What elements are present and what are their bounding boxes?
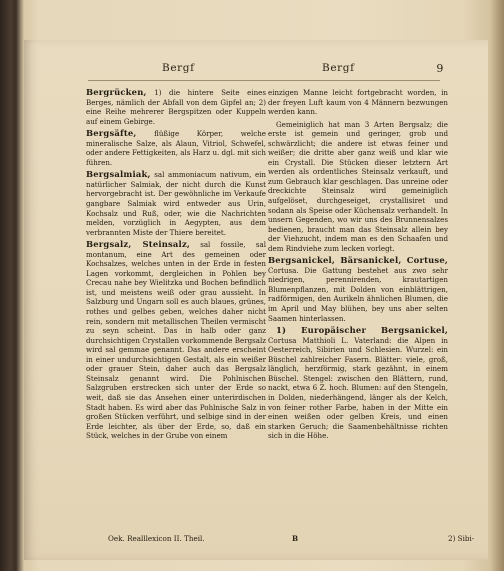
left-column bbox=[86, 88, 266, 444]
entry bbox=[268, 326, 448, 441]
entry-text: Cortusa. Die Gattung bestehet aus zwo sehr niedrigen, perennirenden, krautartigen Blumenpflanzen, mit Dolden von einblättrigen, radförmigen, den Aurikeln ähnlichen Blumen, die im April und May blühen, bey uns aber selten Saamen hinterlassen. bbox=[268, 265, 448, 323]
entry-text: flüßige Körper, welche mineralische Salze, als Alaun, Vitriol, Schwefel, oder andere Fettigkeiten, als Harz u. dgl. mit sich führen. bbox=[86, 129, 266, 167]
entry bbox=[86, 88, 266, 126]
entry-text: sal fossile, sal montanum, eine Art des gemeinen oder Kochsalzes, welches unten in der Erde in festen Lagen vorkommt, dergleichen in Pohlen bey Crecau nahe bey Wielitzka und Bochen befindlich ist, und meistens weiß oder grau aussieht. In Salzburg und Ungarn soll es auch blaues, grünes, rothes und gelbes geben, welches daher nicht rein, sondern mit metallischen Theilen vermischt zu seyn scheint. Das in halb oder ganz durchsichtigen Crystallen vorkommende Bergsalz wird sal gemmae genannt. Das andere erscheint in einer undurchsichtigen Gestalt, als ein weißer oder grauer Stein, daher auch das Bergsalz Steinsalz genannt wird. Die Pohlnischen Salzgruben erstrecken sich unter der Erde so weit, daß sie das Ansehen einer unterirdischen Stadt haben. Es wird aber das Pohlnische Salz in großen Stücken verführt, und selbige sind in der Erde leichter, als über der Erde, so, daß ein Stück, welches in der Grube von einem bbox=[86, 240, 266, 441]
entry-text: Gemeiniglich hat man 3 Arten Bergsalz; die erste ist gemein und geringer, grob und schwärzlicht; die andere ist etwas feiner und weißer; die dritte aber ganz weiß und klar wie ein Crystall. Die Stücken dieser letztern Art werden als ordentliches Steinsalz verkauft, und zum Gebrauch klar geschlagen. Das unreine oder dreckichte Steinsalz wird gemeiniglich aufgelöset, durchgeseiget, crystallisiret und sodann als Speise oder Küchensalz verhandelt. In unsern Gegenden, wo wir uns des Brunnensalzes bedienen, braucht man das Steinsalz allein bey der Viehzucht, indem man es den Schaafen und dem Rindviehe zum lecken vorlegt. bbox=[268, 119, 448, 253]
entry bbox=[268, 256, 448, 323]
entry-headword: Bergsalmiak, bbox=[86, 169, 151, 180]
entry-headword: Bergsanickel, Bärsanickel, Cortuse, bbox=[268, 255, 448, 266]
running-header bbox=[24, 62, 488, 78]
header-right: Bergf bbox=[322, 62, 355, 74]
entry bbox=[86, 129, 266, 167]
page-number: 9 bbox=[436, 62, 444, 75]
signature-mark: B bbox=[292, 534, 299, 543]
entry bbox=[268, 120, 448, 254]
entry-headword: 1) Europäischer Bergsanickel, bbox=[276, 325, 448, 336]
entry-headword: Bergrücken, bbox=[86, 87, 147, 97]
entry bbox=[86, 170, 266, 237]
entry-text: Cortusa Matthioli L. Vaterland: die Alpen in Oesterreich, Sibirien und Schlesien. Wurzel: ein Büschel zahlreicher Fasern. Blätter: viele, groß, länglich, herzförmig, stark gezähnt, in einem Büschel. Stengel: zwischen den Blättern, rund, nackt, etwa 6 Z. hoch. Blumen: auf den Stengeln, in Dolden, niederhängend, länger als der Kelch, von feiner rother Farbe, haben in der Mitte ein einen weißen oder gelben Kreis, und einen starken Geruch; die Saamenbehältnisse richten sich in die Höhe. bbox=[268, 335, 448, 441]
entry bbox=[86, 240, 266, 440]
signature-title: Oek. Realllexicon II. Theil. bbox=[108, 534, 205, 543]
entry-headword: Bergsalz, Steinsalz, bbox=[86, 239, 191, 250]
entry bbox=[268, 88, 448, 117]
catchword: 2) Sibi- bbox=[448, 534, 475, 543]
header-left: Bergf bbox=[162, 62, 195, 74]
header-rule bbox=[88, 80, 440, 81]
entry-text: sal ammoniacum nativum, ein natürlicher Salmiak, der nicht durch die Kunst hervorgebracht ist. Der gewöhnliche im Verkaufe gangbare Salmiak wird entweder aus Urin, Kochsalz und Ruß, oder, wie die Nachrichten melden, vorzüglich in Aegypten, aus dem verbrannten Miste der Thiere bereitet. bbox=[86, 170, 266, 237]
right-column bbox=[268, 88, 448, 444]
book-page bbox=[24, 40, 488, 560]
entry-text: 1) die hintere Seite eines Berges, nämlich der Abfall von dem Gipfel an; 2) eine Reihe mehrerer Bergspitzen oder Kuppeln auf einem Gebirge. bbox=[86, 88, 266, 126]
entry-text: einzigen Manne leicht fortgebracht worden, in der freyen Luft kaum von 4 Männern bezwungen werden kann. bbox=[268, 88, 448, 117]
page-edge bbox=[490, 0, 504, 571]
entry-headword: Bergsäfte, bbox=[86, 128, 137, 139]
